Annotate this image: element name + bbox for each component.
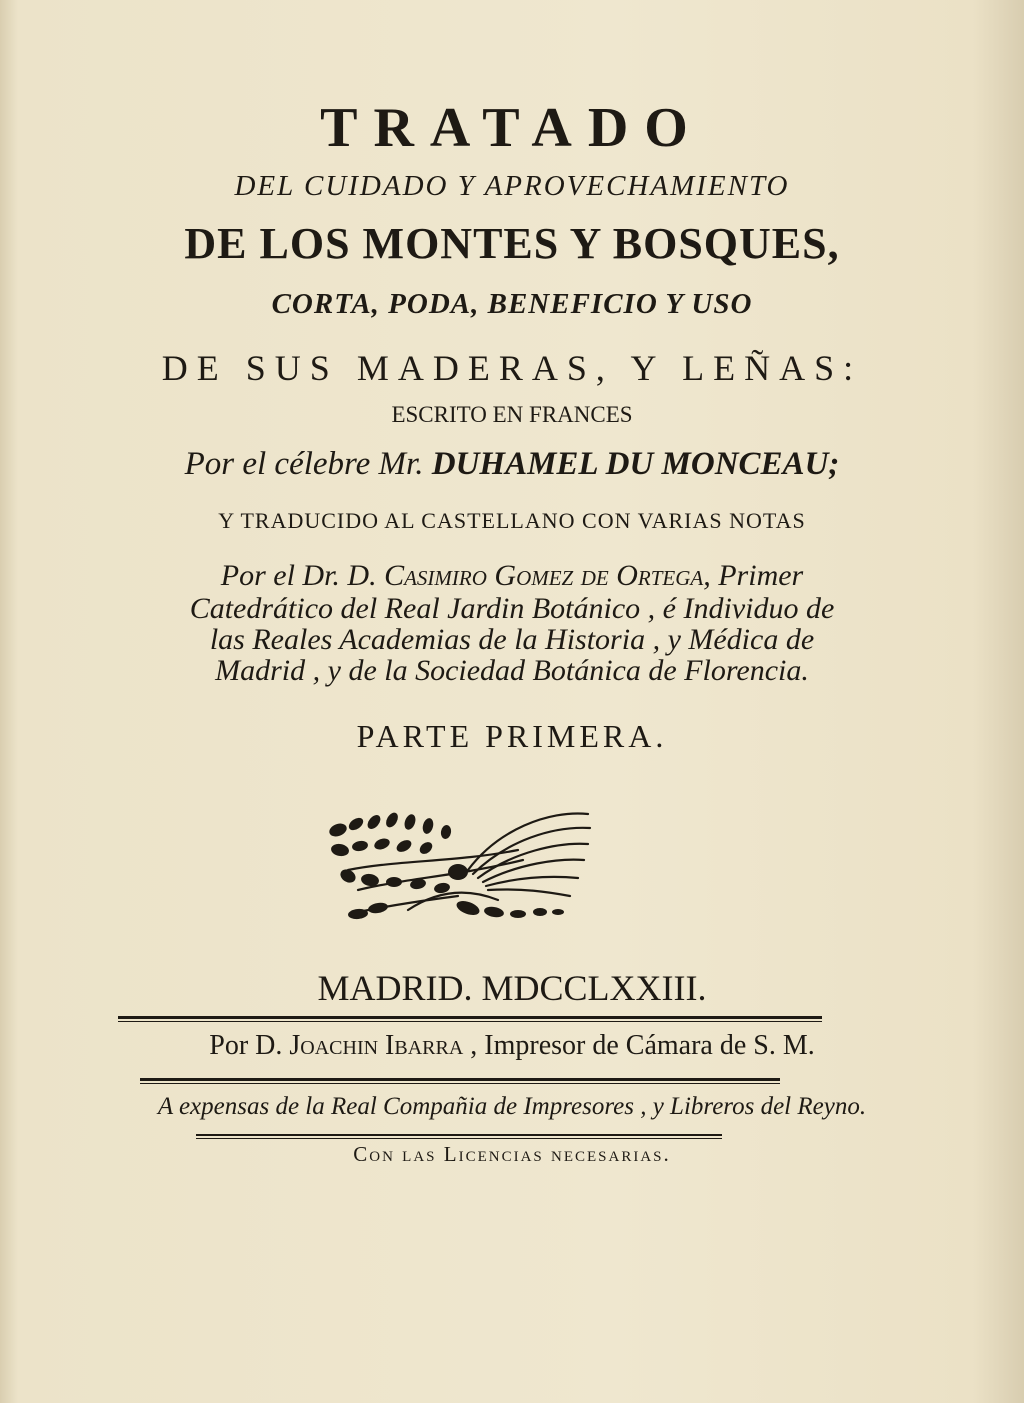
printer-rest: , Impresor de Cámara de S. M. <box>470 1030 815 1061</box>
translation-note: Y TRADUCIDO AL CASTELLANO CON VARIAS NOTAS <box>218 508 806 533</box>
printer-prefix: Por D. <box>209 1030 283 1061</box>
imprint-place-year: MADRID. MDCCLXXIII. <box>317 968 707 1008</box>
divider-rule <box>118 1016 822 1019</box>
book-title: TRATADO <box>320 97 704 159</box>
botanical-ornament-icon <box>318 800 598 930</box>
author-line <box>0 448 1024 481</box>
subtitle-woods: DE SUS MADERAS, Y LEÑAS: <box>161 348 863 388</box>
divider-rule <box>140 1078 780 1081</box>
translator-line-1 <box>0 561 1024 591</box>
subtitle-cutting: CORTA, PODA, BENEFICIO Y USO <box>271 288 753 320</box>
translator-line-4: Madrid , y de la Sociedad Botánica de Florencia. <box>215 654 809 687</box>
divider-rule-thin <box>118 1021 822 1022</box>
written-in-french: ESCRITO EN FRANCES <box>391 402 633 427</box>
printer-name: Joachin Ibarra <box>289 1030 464 1061</box>
translator-line-1-rest: , Primer <box>703 559 804 592</box>
translator-line-3: las Reales Academias de la Historia , y Médica de <box>209 623 815 656</box>
author-prefix: Por el célebre Mr. <box>184 446 424 482</box>
author-name: DUHAMEL DU MONCEAU; <box>431 446 840 482</box>
subtitle-care: DEL CUIDADO Y APROVECHAMIENTO <box>234 170 790 202</box>
expenses-note: A expensas de la Real Compañia de Impresores , y Libreros del Reyno. <box>157 1093 867 1120</box>
translator-line-2: Catedrático del Real Jardin Botánico , é Individuo de <box>189 592 835 625</box>
translator-prefix: Por el Dr. D. <box>220 559 377 592</box>
translator-name: Casimiro Gomez de Ortega <box>384 559 704 592</box>
divider-rule <box>196 1134 722 1136</box>
divider-rule-thin <box>140 1083 780 1084</box>
part-label: PARTE PRIMERA. <box>356 718 668 754</box>
main-title: DE LOS MONTES Y BOSQUES, <box>184 219 840 268</box>
printer-line <box>0 1032 1024 1060</box>
divider-rule-thin <box>196 1138 722 1139</box>
licenses-note: Con las Licencias necesarias. <box>353 1142 671 1166</box>
